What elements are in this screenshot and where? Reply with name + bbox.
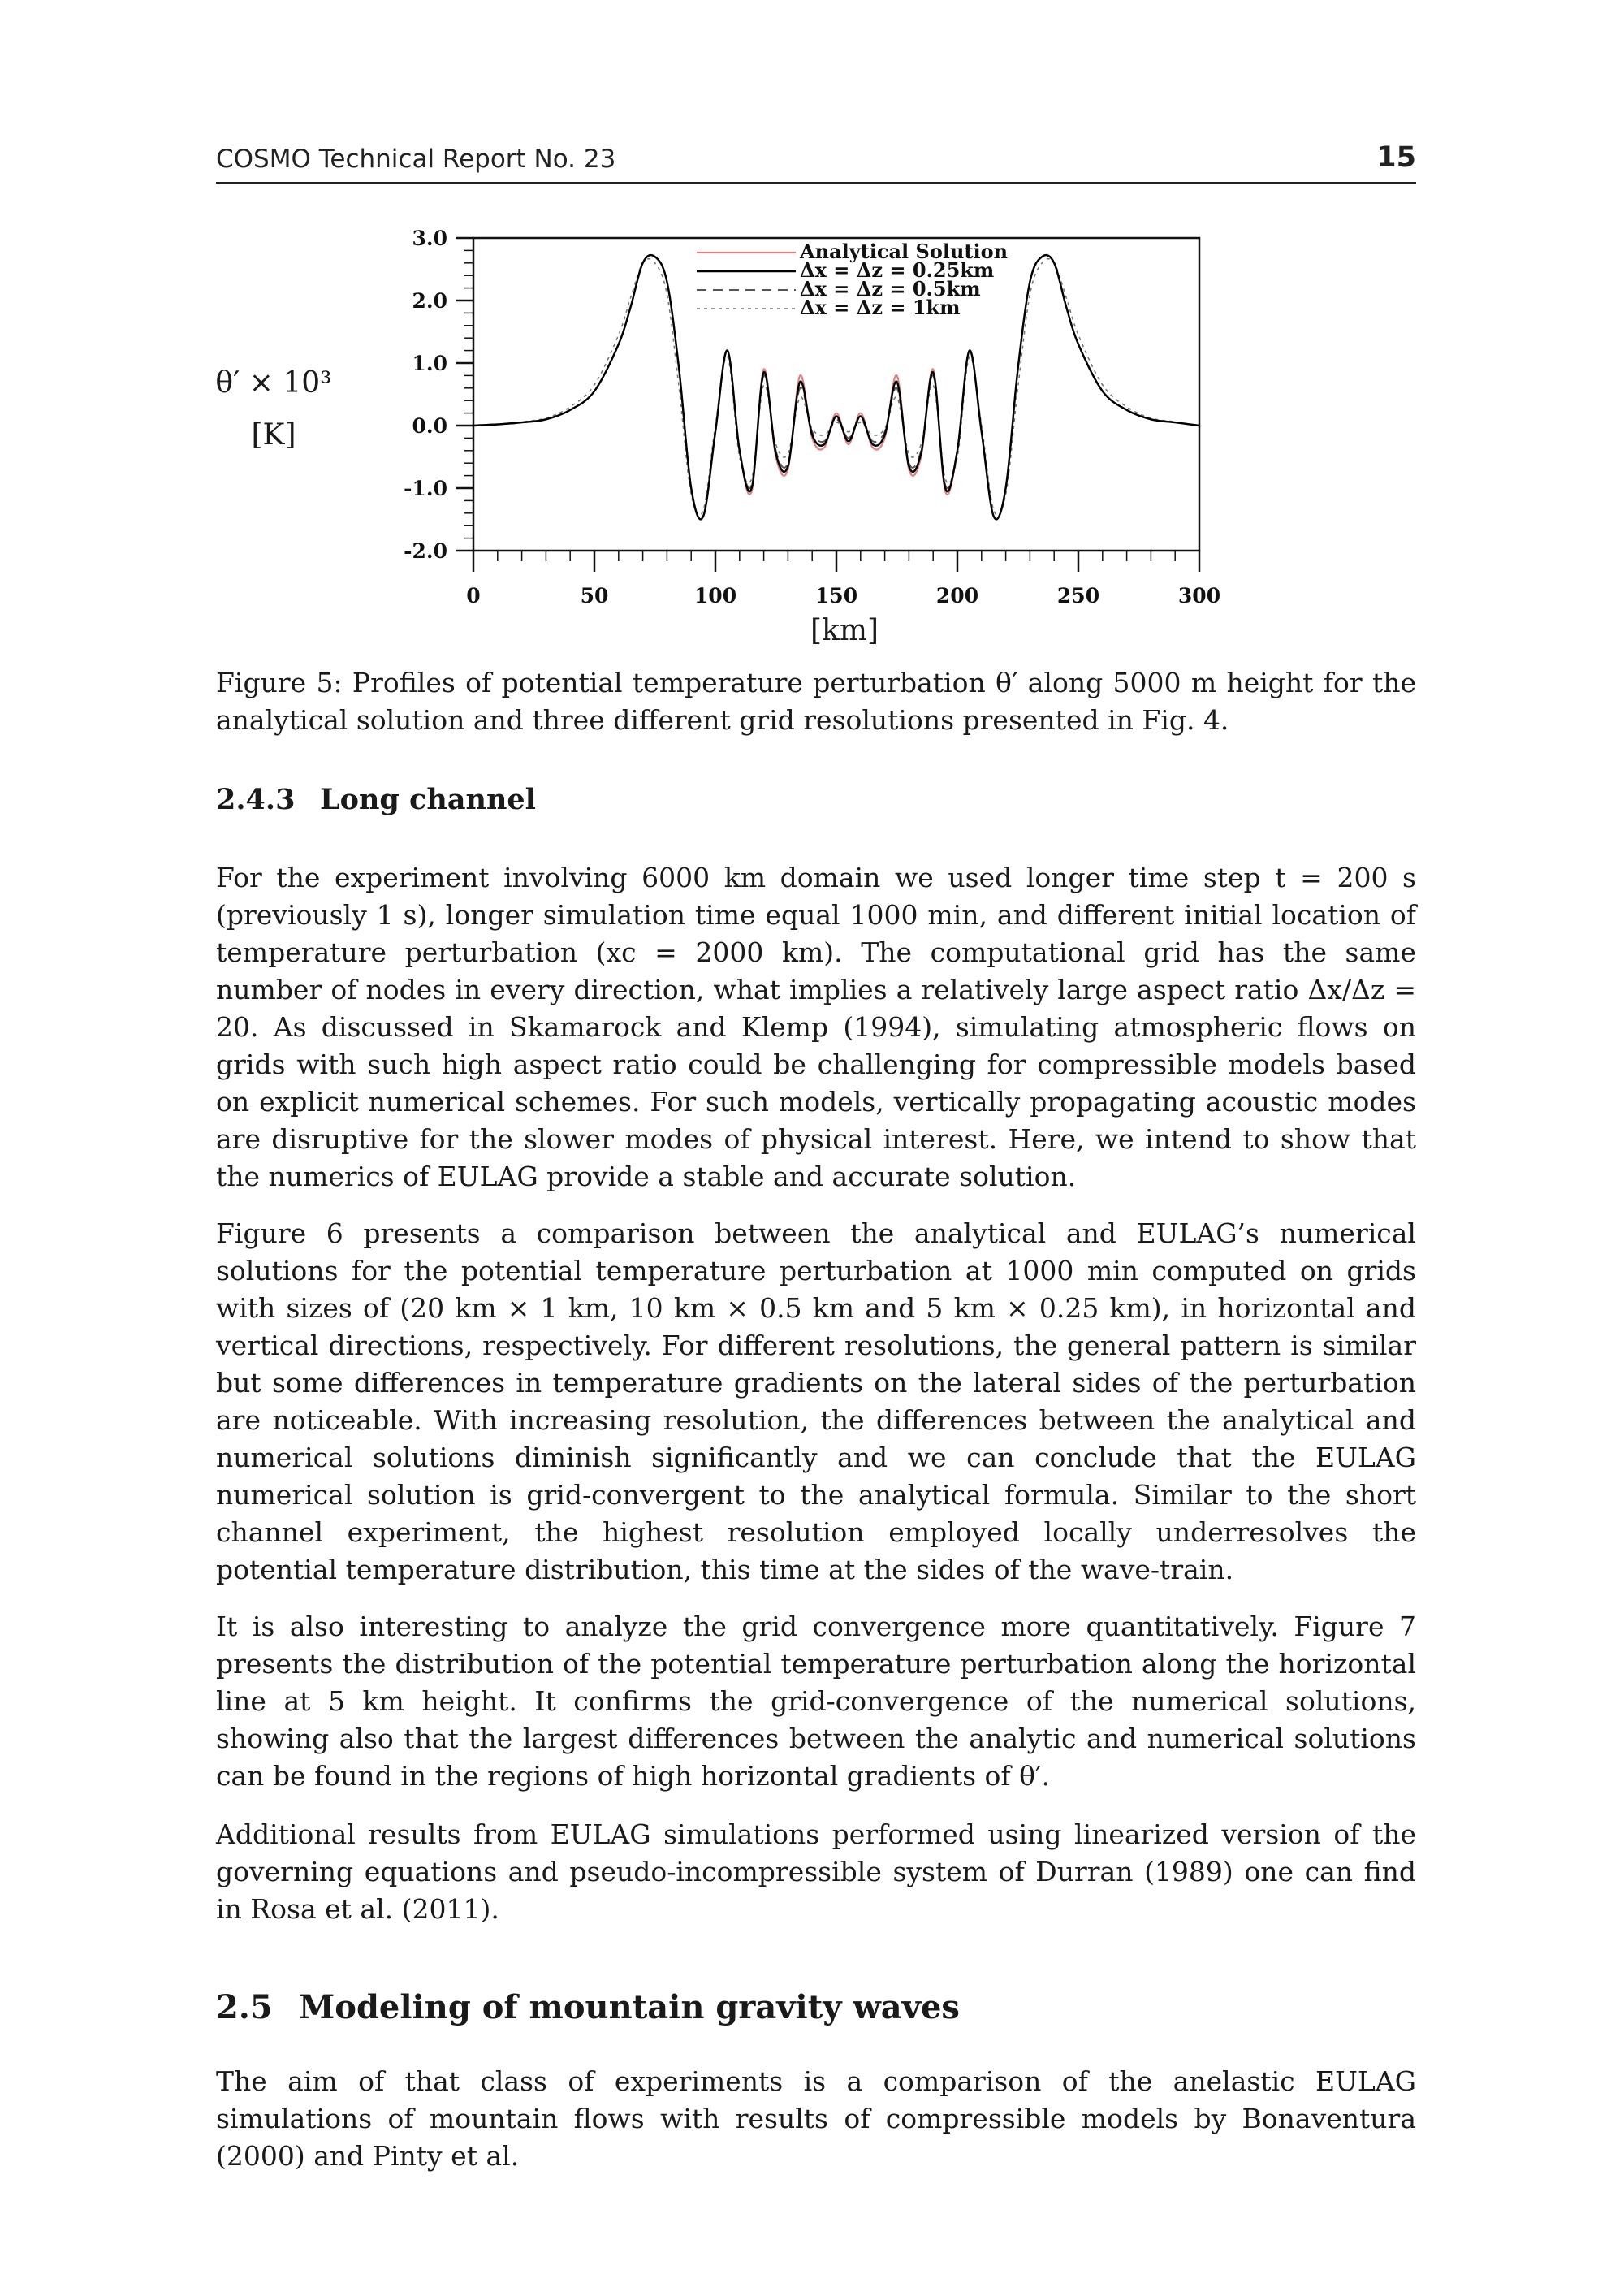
- subsection-heading: [216, 783, 536, 816]
- x-tick-label: 100: [693, 584, 737, 608]
- y-axis-label-quantity: θ′ × 10³: [215, 366, 332, 400]
- x-tick-label: 300: [1177, 584, 1221, 608]
- section-number: 2.5: [216, 1988, 273, 2026]
- y-tick-label: 0.0: [412, 414, 447, 438]
- y-tick-label: 2.0: [412, 289, 447, 313]
- y-tick-label: 1.0: [412, 352, 447, 375]
- x-tick-label: 200: [935, 584, 979, 608]
- figure-caption: Figure 5: Profiles of potential temperature perturbation θ′ along 5000 m height for the analytical solution and three different grid resolutions presented in Fig. 4.: [216, 667, 1416, 736]
- legend-label: Analytical Solution: [800, 240, 1009, 263]
- section-heading: [216, 1988, 960, 2026]
- paragraph: Additional results from EULAG simulations performed using linearized version of the governing equations and pseudo-incompressible system of Durran (1989) one can find in Rosa et al. (2011).: [216, 1818, 1416, 1925]
- subsection-number: 2.4.3: [216, 783, 296, 816]
- section-title: Modeling of mountain gravity waves: [299, 1988, 960, 2026]
- x-tick-label: 250: [1056, 584, 1100, 608]
- y-tick-label: -1.0: [404, 477, 447, 500]
- subsection-title: Long channel: [320, 783, 536, 816]
- legend-label: Δx = Δz = 0.25km: [800, 258, 995, 282]
- paragraph: It is also interesting to analyze the grid convergence more quantitatively. Figure 7 presents the distribution of the potential temperature perturbation along the horizontal line at 5 km height. It confirms the grid-convergence of the numerical solutions, showing also that the largest differences between the analytic and numerical solutions can be found in the regions of high horizontal gradients of θ′.: [216, 1611, 1416, 1792]
- x-tick-label: 0: [466, 584, 481, 608]
- chart-y-axis-label: [213, 357, 335, 461]
- paragraph: For the experiment involving 6000 km domain we used longer time step t = 200 s (previously 1 s), longer simulation time equal 1000 min, and different initial location of temperature perturbation (xc = 2000 km). The computational grid has the same number of nodes in every direction, what implies a relatively large aspect ratio Δx/Δz = 20. As discussed in Skamarock and Klemp (1994), simulating atmospheric flows on grids with such high aspect ratio could be challenging for compressible models based on explicit numerical schemes. For such models, vertically propagating acoustic modes are disruptive for the slower modes of physical interest. Here, we intend to show that the numerics of EULAG provide a stable and accurate solution.: [216, 862, 1416, 1192]
- paragraph: Figure 6 presents a comparison between the analytical and EULAG’s numerical solutions for the potential temperature perturbation at 1000 min computed on grids with sizes of (20 km × 1 km, 10 km × 0.5 km and 5 km × 0.25 km), in horizontal and vertical directions, respectively. For different resolutions, the general pattern is similar but some differences in temperature gradients on the lateral sides of the perturbation are noticeable. With increasing resolution, the differences between the analytical and numerical solutions diminish significantly and we can conclude that the EULAG numerical solution is grid-convergent to the analytical formula. Similar to the short channel experiment, the highest resolution employed locally underresolves the potential temperature distribution, this time at the sides of the wave-train.: [216, 1217, 1416, 1585]
- running-title: COSMO Technical Report No. 23: [216, 145, 616, 174]
- y-tick-label: 3.0: [412, 227, 447, 250]
- paragraph: The aim of that class of experiments is a comparison of the anelastic EULAG simulations of mountain flows with results of compressible models by Bonaventura (2000) and Pinty et al.: [216, 2065, 1416, 2172]
- page-header: [216, 141, 1416, 184]
- chart-x-axis-unit: [km]: [810, 614, 879, 647]
- page-number: 15: [1376, 141, 1416, 174]
- legend-label: Δx = Δz = 0.5km: [800, 277, 981, 301]
- x-tick-label: 50: [580, 584, 609, 608]
- y-tick-label: -2.0: [404, 539, 447, 563]
- y-axis-label-unit: [K]: [251, 418, 296, 452]
- legend-label: Δx = Δz = 1km: [800, 296, 961, 319]
- x-tick-label: 150: [814, 584, 858, 608]
